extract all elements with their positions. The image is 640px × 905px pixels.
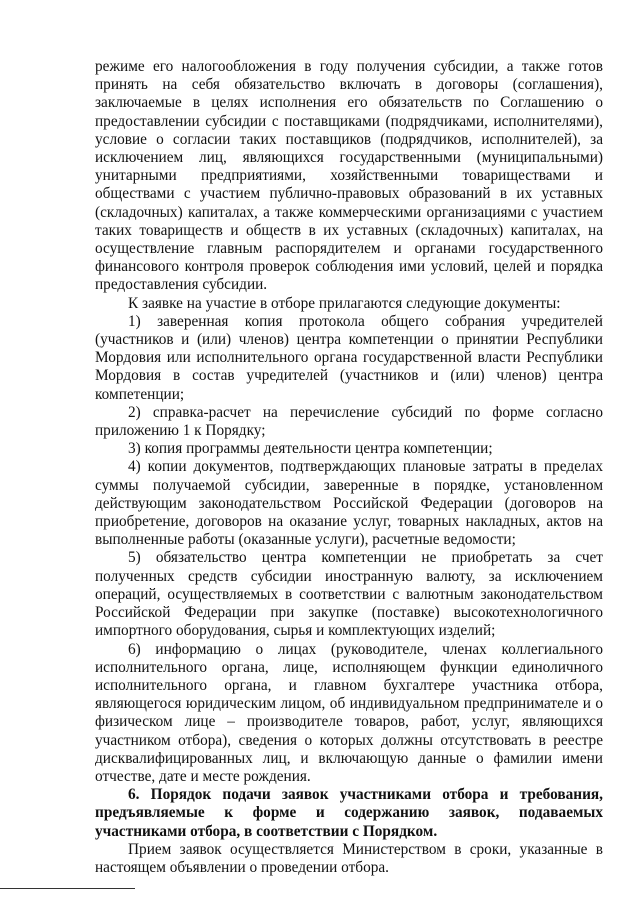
list-item-4: 4) копии документов, подтверждающих плановые затраты в пределах суммы получаемой субсидии, заверенные в порядке, установленном действующим законодательством Российской Федерации (договоров на приобретение, договоров на оказание услуг, товарных накладных, актов на выполненные работы (оказанные услуги), расчетные ведомости; (95, 458, 603, 549)
list-item-3: 3) копия программы деятельности центра компетенции; (128, 440, 493, 458)
final-paragraph: Прием заявок осуществляется Министерством в сроки, указанные в настоящем объявлении о проведении отбора. (95, 840, 603, 876)
section-6-heading: 6. Порядок подачи заявок участниками отбора и требования, предъявляемые к форме и содержанию заявок, подаваемых участниками отбора, в соответствии с Порядком. (95, 786, 603, 840)
document-body (95, 58, 603, 877)
continued-paragraph: режиме его налогообложения в году получения субсидии, а также готов принять на себя обязательство включать в договоры (соглашения), заключаемые в целях исполнения его обязательств по Соглашению о предоставлении субсидии с поставщиками (подрядчиками, исполнителями), условие о согласии таких поставщиков (подрядчиков, исполнителей), за исключением лиц, являющихся государственными (муниципальными) унитарными предприятиями, хозяйственными товариществами и обществами с участием публично-правовых образований в их уставных (складочных) капиталах, а также коммерческими организациями с участием таких товариществ и обществ в их уставных (складочных) капиталах, на осуществление главным распорядителем и органами государственного финансового контроля проверок соблюдения ими условий, целей и порядка предоставления субсидии. (95, 58, 603, 294)
list-item-2: 2) справка-расчет на перечисление субсидий по форме согласно приложению 1 к Порядку; (95, 403, 603, 440)
list-item-5: 5) обязательство центра компетенции не приобретать за счет полученных средств субсидии иностранную валюту, за исключением операций, осуществляемых в соответствии с валютным законодательством Российской Федерации при закупке (поставке) высокотехнологичного импортного оборудования, сырья и комплектующих изделий; (95, 549, 603, 640)
list-item-1: 1) заверенная копия протокола общего собрания учредителей (участников и (или) членов) центра компетенции о принятии Республики Мордовия или исполнительного органа государственной власти Республики Мордовия в состав учредителей (участников и (или) членов) центра компетенции; (95, 312, 603, 403)
documents-intro-paragraph: К заявке на участие в отборе прилагаются следующие документы: (128, 294, 561, 312)
footnote-divider (0, 888, 135, 889)
list-item-6: 6) информацию о лицах (руководителе, членах коллегиального исполнительного органа, лице, исполняющем функции единоличного исполнительного органа, и главном бухгалтере участника отбора, являющегося юридическим лицом, об индивидуальном предпринимателе и о физическом лице – производителе товаров, работ, услуг, являющихся участником отбора), сведения о которых должны отсутствовать в реестре дисквалифицированных лиц, и включающую данные о фамилии имени отчестве, дате и месте рождения. (95, 640, 603, 785)
